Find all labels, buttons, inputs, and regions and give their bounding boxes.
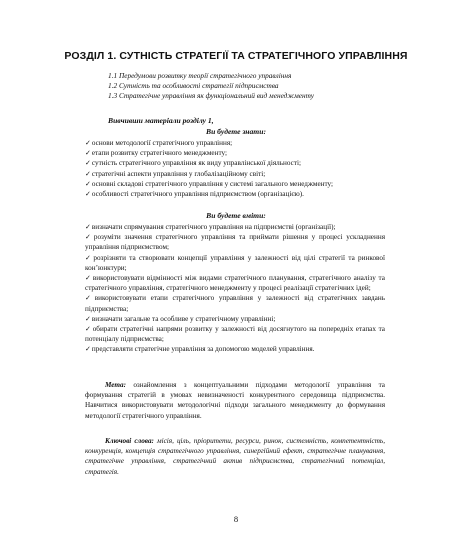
list-item: ✓визначати спрямування стратегічного управління на підприємстві (організації); [85,223,336,231]
know-list [85,138,385,199]
check-icon: ✓ [85,253,93,262]
check-icon: ✓ [85,190,91,199]
check-icon: ✓ [85,314,91,323]
keywords-paragraph [85,436,385,477]
check-icon: ✓ [85,233,93,242]
page-number: 8 [233,514,239,524]
list-item: ✓особливості стратегічного управління підприємством (організацією). [85,190,304,199]
able-title: Ви будете вміти: [206,211,266,220]
list-item: ✓визначати загальне та особливе у стратегічному управлінні; [85,314,276,323]
list-item: ✓використовувати відмінності між видами стратегічного планування, стратегічного аналізу та стратегічного управління, стратегічного менеджменту у процесі реалізації стратегічних ідей; [85,274,385,293]
goal-paragraph [85,380,385,421]
check-icon: ✓ [85,169,91,178]
check-icon: ✓ [85,294,94,303]
list-item: ✓представляти стратегічне управління за допомогою моделей управління. [85,345,315,354]
toc-item: 1.3 Стратегічне управління як функціональний вид менеджменту [108,91,314,100]
list-item: ✓використовувати етапи стратегічного управління у залежності від стратегічних завдань підприємства; [85,294,385,313]
able-list [85,222,385,355]
check-icon: ✓ [85,345,91,354]
check-icon: ✓ [85,179,91,188]
toc-item: 1.1 Передумови розвитку теорії стратегічного управління [108,71,292,80]
list-item: ✓основи методології стратегічного управління; [85,139,233,147]
list-item: ✓обирати стратегічні напрями розвитку у залежності від досягнутого на попередніх етапах та потенціалу підприємства; [85,325,385,344]
check-icon: ✓ [85,223,91,231]
list-item: ✓основні складові стратегічного управління у системі загального менеджменту; [85,179,334,188]
goal-text: ознайомлення з концептуальними підходами методології управління та формування стратегій в умовах невизначеності конкурентного середовища підприємства. Навчитися використовувати методологічні підходи загального менеджменту до формування методології стратегічного управління. [85,381,385,420]
list-item: ✓стратегічні аспекти управління у глобалізаційному світі; [85,169,266,178]
check-icon: ✓ [85,325,92,334]
know-title: Ви будете знати: [206,127,266,136]
list-item: ✓розуміти значення стратегічного управління та приймати рішення у процесі ускладнення управління підприємством; [85,233,385,252]
list-item: ✓етапи розвитку стратегічного менеджменту; [85,149,228,158]
check-icon: ✓ [85,274,92,283]
toc-item: 1.2 Сутність та особливості стратегії підприємства [108,81,279,90]
keywords-label: Ключові слова: [105,437,154,445]
chapter-heading: РОЗДІЛ 1. СУТНІСТЬ СТРАТЕГІЇ ТА СТРАТЕГІЧНОГО УПРАВЛІННЯ [64,50,408,62]
keywords-text: місія, ціль, пріоритети, ресурси, ринок, системність, компетентність, конкуренція, концепція стратегічного управління, синергійний ефект, стратегічне планування, стратегічне управління, стратегічний актив підприємства, стратегічний потенціал, стратегія. [85,437,385,476]
list-item: ✓сутність стратегічного управління як виду управлінської діяльності; [85,159,301,168]
check-icon: ✓ [85,149,91,158]
check-icon: ✓ [85,139,91,147]
check-icon: ✓ [85,159,91,168]
table-of-contents [108,71,428,101]
list-item: ✓розрізняти та створювати концепції управління у залежності від цілі стратегії та ринкової кон’юнктури; [85,253,385,272]
study-title: Вивчивши матеріали розділу 1, [108,116,214,125]
goal-label: Мета: [105,381,126,389]
